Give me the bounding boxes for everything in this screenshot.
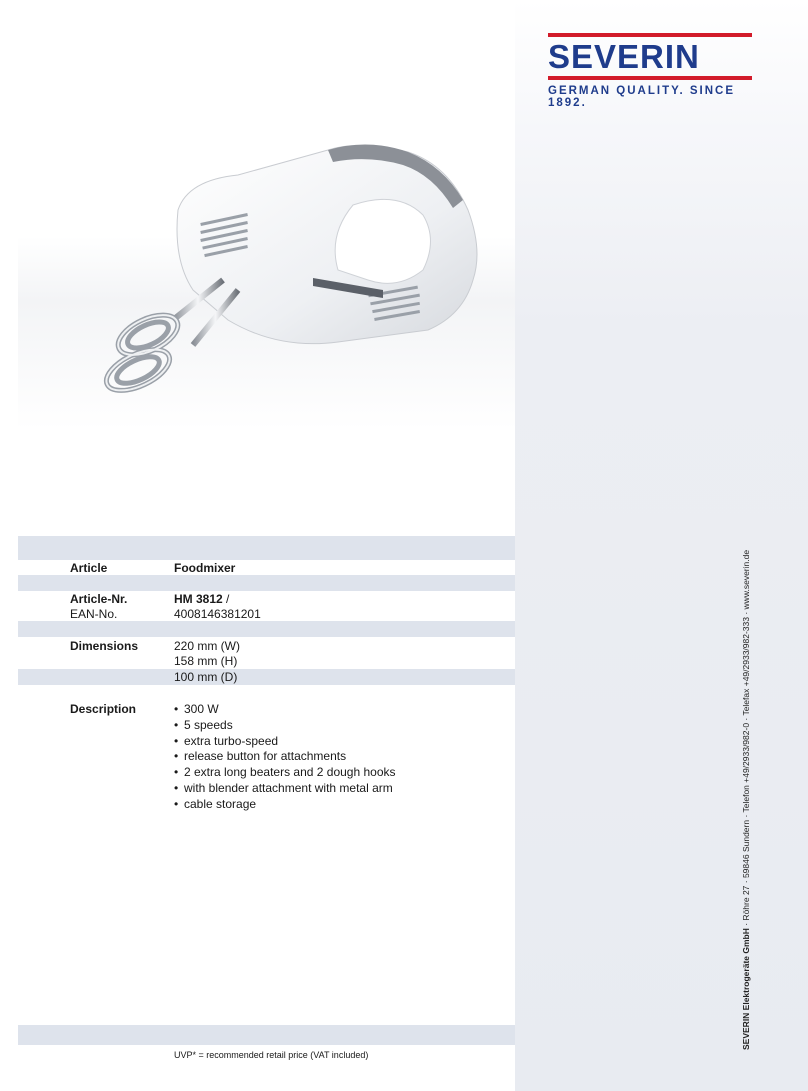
company-details: · Röhre 27 · 59846 Sundern · Telefon +49/2933/982-0 · Telefax +49/2933/982-333 · www.severin.de bbox=[741, 549, 751, 929]
article-nr-value-group bbox=[174, 592, 229, 606]
side-panel bbox=[515, 0, 808, 1091]
ean-label: EAN-No. bbox=[70, 607, 118, 621]
article-nr-value: HM 3812 bbox=[174, 592, 223, 606]
dimension-height: 158 mm (H) bbox=[174, 654, 238, 668]
hand-mixer-image bbox=[78, 130, 498, 420]
dimension-width: 220 mm (W) bbox=[174, 639, 240, 653]
dimensions-label: Dimensions bbox=[70, 639, 139, 653]
article-value: Foodmixer bbox=[174, 561, 236, 575]
article-nr-suffix: / bbox=[222, 592, 230, 606]
footnote: UVP* = recommended retail price (VAT included) bbox=[174, 1050, 369, 1060]
logo-bottom-stripe bbox=[548, 76, 752, 80]
product-photo bbox=[18, 0, 515, 430]
company-address bbox=[741, 549, 751, 1050]
ean-value: 4008146381201 bbox=[174, 607, 261, 621]
brand-tagline: GERMAN QUALITY. SINCE 1892. bbox=[548, 85, 736, 109]
description-item: • 300 W bbox=[174, 702, 396, 718]
table-band bbox=[18, 575, 515, 591]
table-band bbox=[18, 621, 515, 637]
description-item: • cable storage bbox=[174, 797, 396, 813]
description-item: • 2 extra long beaters and 2 dough hooks bbox=[174, 765, 396, 781]
table-band bbox=[18, 669, 515, 685]
article-label: Article bbox=[70, 561, 108, 575]
description-list bbox=[174, 702, 396, 813]
dimension-depth: 100 mm (D) bbox=[174, 670, 238, 684]
description-item: • release button for attachments bbox=[174, 749, 396, 765]
table-band bbox=[18, 536, 515, 560]
description-item: • 5 speeds bbox=[174, 718, 396, 734]
description-item: • with blender attachment with metal arm bbox=[174, 781, 396, 797]
description-item: • extra turbo-speed bbox=[174, 734, 396, 750]
article-nr-label: Article-Nr. bbox=[70, 592, 128, 606]
company-name: SEVERIN Elektrogeräte GmbH bbox=[741, 928, 751, 1050]
description-label: Description bbox=[70, 702, 137, 716]
brand-logo bbox=[548, 32, 752, 109]
table-band bbox=[18, 1025, 515, 1045]
brand-name: SEVERIN bbox=[548, 38, 700, 75]
logo-top-stripe bbox=[548, 33, 752, 37]
